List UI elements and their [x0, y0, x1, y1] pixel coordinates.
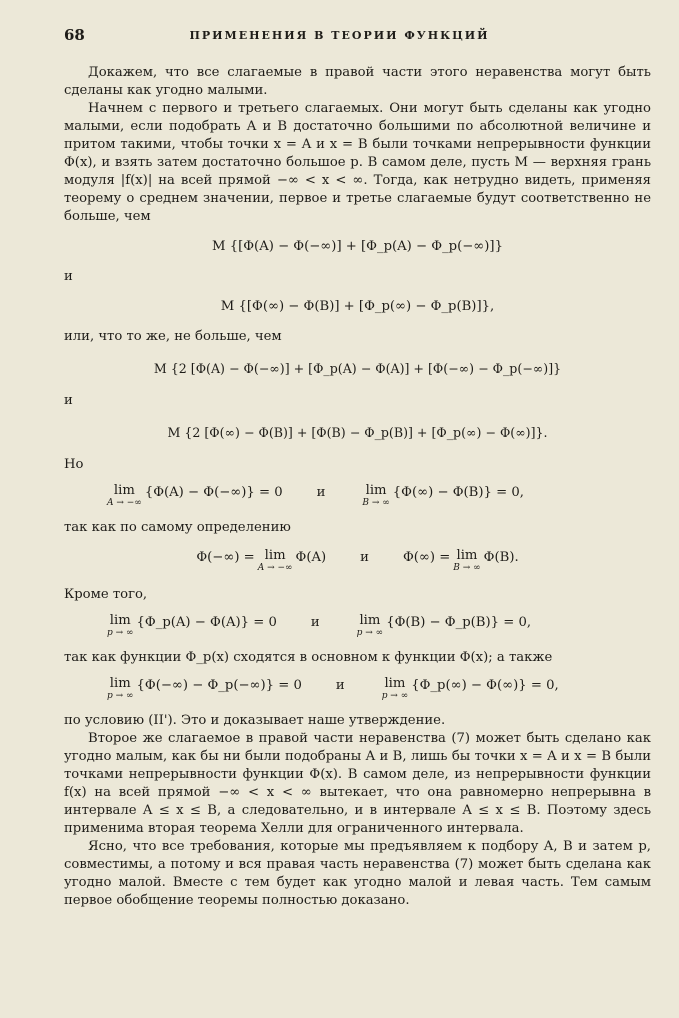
- limit-formula: [64, 677, 651, 702]
- conjunction: и: [64, 269, 73, 284]
- limit-expression: {Φ(−∞) − Φ_p(−∞)} = 0: [136, 678, 302, 693]
- paragraph: по условию (II'). Это и доказывает наше утверждение.: [64, 713, 446, 728]
- paragraph: Докажем, что все слагаемые в правой части этого неравенства могут быть сделаны как угодно малыми.: [64, 65, 651, 98]
- limit-formula: [64, 484, 651, 509]
- limit-expression: {Φ(A) − Φ(−∞)} = 0: [144, 485, 283, 500]
- limit-operator: lim p → ∞: [356, 613, 384, 638]
- limit-expression: {Φ_p(∞) − Φ(∞)} = 0,: [411, 678, 559, 693]
- paragraph: или, что то же, не больше, чем: [64, 329, 282, 344]
- conjunction: и: [360, 550, 369, 565]
- running-title: ПРИМЕНЕНИЯ В ТЕОРИИ ФУНКЦИЙ: [189, 29, 490, 42]
- page-body: [64, 64, 651, 910]
- limit-lhs: Φ(−∞) =: [196, 550, 255, 565]
- limit-expression: Φ(B).: [483, 550, 519, 565]
- paragraph: Ясно, что все требования, которые мы предъявляем к подбору A, B и затем p, совместимы, а потому и вся правая часть неравенства (7) может быть сделана как угодно малой. Вместе с тем будет как угодно малой и левая часть. Тем самым первое обобщение теоремы полностью доказано.: [64, 839, 651, 908]
- limit-formula: [64, 549, 651, 574]
- limit-formula: [64, 614, 651, 639]
- conjunction: и: [316, 485, 326, 500]
- limit-expression: {Φ(B) − Φ_p(B)} = 0,: [386, 615, 532, 630]
- page-header: [64, 26, 615, 46]
- paragraph: Кроме того,: [64, 587, 148, 602]
- formula: M {2 [Φ(A) − Φ(−∞)] + [Φ_p(A) − Φ(A)] + [Φ(−∞) − Φ_p(−∞)]}: [153, 361, 562, 376]
- formula: M {2 [Φ(∞) − Φ(B)] + [Φ(B) − Φ_p(B)] + [Φ_p(∞) − Φ(∞)]}.: [167, 425, 548, 440]
- paragraph: так как функции Φ_p(x) сходятся в основном к функции Φ(x); а также: [64, 650, 553, 665]
- limit-expression: Φ(A): [295, 550, 327, 565]
- limit-expression: {Φ_p(A) − Φ(A)} = 0: [136, 615, 277, 630]
- limit-expression: {Φ(∞) − Φ(B)} = 0,: [392, 485, 524, 500]
- formula: M {[Φ(∞) − Φ(B)] + [Φ_p(∞) − Φ_p(B)]},: [220, 299, 495, 314]
- limit-operator: lim A → −∞: [257, 548, 293, 573]
- limit-operator: lim B → ∞: [362, 483, 390, 508]
- paragraph: Второе же слагаемое в правой части неравенства (7) может быть сделано как угодно малым, как бы ни были подобраны A и B, лишь бы точки x = A и x = B были точками непрерывности функции Φ(x). В самом деле, из непрерывности функции f(x) на всей прямой −∞ < x < ∞ вытекает, что она равномерно непрерывна в интервале A ≤ x ≤ B, а следовательно, и в интервале A ≤ x ≤ B. Поэтому здесь применима вторая теорема Хелли для ограниченного интервала.: [64, 731, 651, 836]
- limit-lhs: Φ(∞) =: [402, 550, 451, 565]
- conjunction: Но: [64, 457, 84, 472]
- conjunction: и: [335, 678, 345, 693]
- page-number: 68: [64, 26, 85, 44]
- limit-operator: lim p → ∞: [107, 676, 134, 701]
- paragraph: Начнем с первого и третьего слагаемых. Они могут быть сделаны как угодно малыми, если подобрать A и B достаточно большими по абсолютной величине и притом такими, чтобы точки x = A и x = B были точками непрерывности функции Φ(x), и взять затем достаточно большое p. В самом деле, пусть M — верхняя грань модуля |f(x)| на всей прямой −∞ < x < ∞. Тогда, как нетрудно видеть, применяя теорему о среднем значении, первое и третье слагаемые будут соответственно не больше, чем: [64, 101, 651, 224]
- conjunction: и: [310, 615, 320, 630]
- limit-operator: lim p → ∞: [381, 676, 409, 701]
- limit-operator: lim A → −∞: [107, 483, 142, 508]
- conjunction: и: [64, 393, 73, 408]
- limit-operator: lim B → ∞: [453, 548, 481, 573]
- formula: M {[Φ(A) − Φ(−∞)] + [Φ_p(A) − Φ_p(−∞)]}: [212, 239, 503, 254]
- limit-operator: lim p → ∞: [107, 613, 134, 638]
- paragraph: так как по самому определению: [64, 520, 291, 535]
